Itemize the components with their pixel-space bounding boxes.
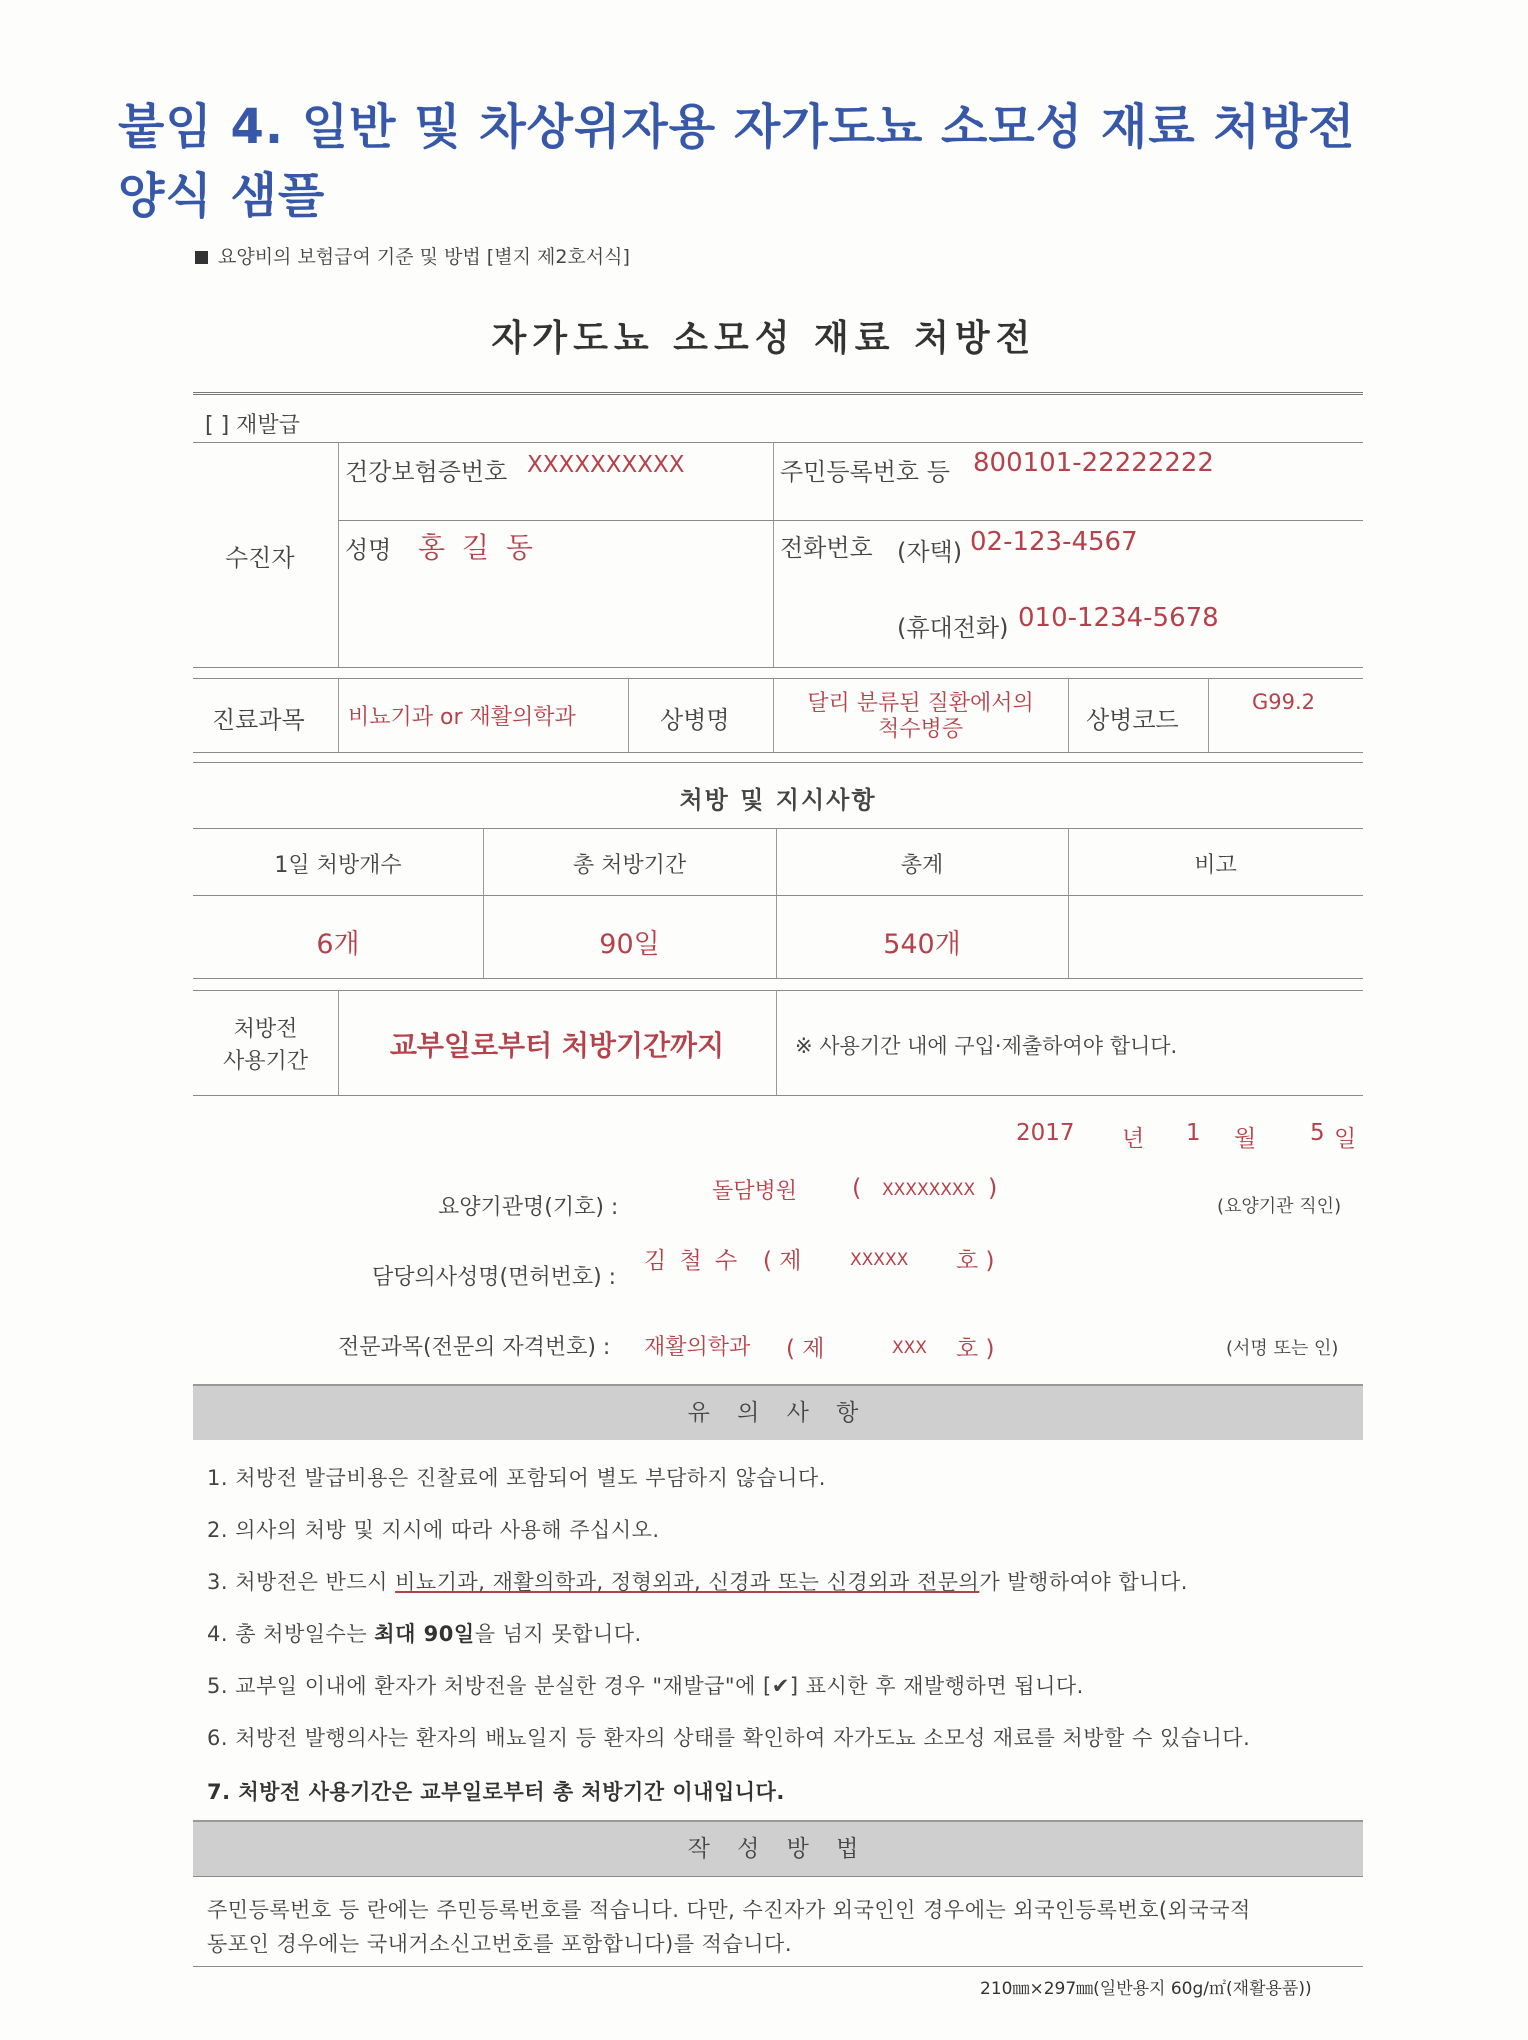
column-divider xyxy=(1068,678,1069,752)
column-divider xyxy=(628,678,629,752)
note-3-prefix: 3. 처방전은 반드시 xyxy=(207,1570,396,1594)
row-divider xyxy=(338,520,1363,521)
date-day-unit: 일 xyxy=(1334,1126,1357,1152)
row-divider xyxy=(193,752,1363,753)
total-period-value[interactable]: 90일 xyxy=(599,929,660,960)
column-divider xyxy=(338,678,339,752)
disease-name-value-line1[interactable]: 달리 분류된 질환에서의 xyxy=(807,691,1034,716)
department-label: 진료과목 xyxy=(212,706,305,734)
usage-period-note: ※ 사용기간 내에 구입·제출하여야 합니다. xyxy=(795,1034,1178,1058)
instructions-line-1: 주민등록번호 등 란에는 주민등록번호를 적습니다. 다만, 수진자가 외국인인 경우에는 외국인등록번호(외국국적 xyxy=(207,1898,1251,1922)
note-3 xyxy=(207,1566,1188,1596)
home-phone-label: (자택) xyxy=(897,538,963,566)
usage-period-label-line2: 사용기간 xyxy=(222,1049,308,1074)
note-7: 7. 처방전 사용기간은 교부일로부터 총 처방기간 이내입니다. xyxy=(207,1780,785,1804)
row-divider xyxy=(193,678,1363,679)
note-2: 2. 의사의 처방 및 지시에 따라 사용해 주십시오. xyxy=(207,1518,660,1542)
daily-count-header: 1일 처방개수 xyxy=(274,853,402,878)
document-title: 자가도뇨 소모성 재료 처방전 xyxy=(491,318,1037,359)
institution-code[interactable]: XXXXXXXX xyxy=(882,1180,976,1200)
institution-label: 요양기관명(기호) : xyxy=(438,1195,619,1220)
name-label: 성명 xyxy=(345,536,392,564)
column-divider xyxy=(1208,678,1209,752)
instructions-line-2: 동포인 경우에는 국내거소신고번호를 포함합니다)를 적습니다. xyxy=(207,1932,793,1956)
disease-code-value[interactable]: G99.2 xyxy=(1252,690,1316,714)
form-reference xyxy=(195,242,630,269)
column-divider xyxy=(773,678,774,752)
row-divider xyxy=(193,1095,1363,1096)
mobile-phone-value[interactable]: 010-1234-5678 xyxy=(1018,603,1219,633)
note-4-suffix: 을 넘지 못합니다. xyxy=(474,1622,642,1646)
column-divider xyxy=(776,990,777,1095)
disease-name-value-line2[interactable]: 척수병증 xyxy=(877,717,963,742)
form-reference-text: 요양비의 보험급여 기준 및 방법 [별지 제2호서식] xyxy=(218,246,630,268)
reissue-checkbox[interactable]: [ ] 재발급 xyxy=(205,413,300,438)
specialty-cert-post: 호 ) xyxy=(956,1336,995,1362)
square-bullet-icon xyxy=(195,251,208,264)
resident-number-value[interactable]: 800101-22222222 xyxy=(973,448,1214,478)
specialty-cert-pre: ( 제 xyxy=(786,1336,825,1362)
resident-number-label: 주민등록번호 등 xyxy=(780,458,950,486)
row-divider xyxy=(193,442,1363,443)
page-title: 붙임 4. 일반 및 차상위자용 자가도뇨 소모성 재료 처방전 양식 샘플 xyxy=(118,99,1356,224)
date-year-unit: 년 xyxy=(1122,1126,1145,1152)
row-divider xyxy=(193,978,1363,979)
note-5: 5. 교부일 이내에 환자가 처방전을 분실한 경우 "재발급"에 [✔] 표시한 후 재발행하면 됩니다. xyxy=(207,1674,1084,1698)
institution-code-open: ( xyxy=(852,1174,862,1202)
doctor-label: 담당의사성명(면허번호) : xyxy=(372,1265,617,1290)
row-divider xyxy=(193,667,1363,668)
remarks-header: 비고 xyxy=(1194,853,1237,878)
notes-header: 유 의 사 항 xyxy=(193,1384,1363,1440)
date-day[interactable]: 5 xyxy=(1310,1120,1325,1146)
note-4-prefix: 4. 총 처방일수는 xyxy=(207,1622,375,1646)
total-amount-header: 총계 xyxy=(900,853,944,878)
column-divider xyxy=(773,442,774,667)
table-top-border xyxy=(193,392,1363,395)
note-6: 6. 처방전 발행의사는 환자의 배뇨일지 등 환자의 상태를 확인하여 자가도뇨 소모성 재료를 처방할 수 있습니다. xyxy=(207,1726,1251,1750)
institution-name[interactable]: 돌담병원 xyxy=(712,1179,798,1204)
specialty-value[interactable]: 재활의학과 xyxy=(644,1335,751,1360)
row-divider xyxy=(193,895,1363,896)
row-divider xyxy=(193,1876,1363,1877)
doctor-license-post: 호 ) xyxy=(956,1248,995,1274)
patient-section-label: 수진자 xyxy=(225,544,295,572)
row-divider xyxy=(193,990,1363,991)
note-4 xyxy=(207,1618,642,1648)
row-divider xyxy=(193,828,1363,829)
doctor-name[interactable]: 김 철 수 xyxy=(644,1248,741,1274)
row-divider xyxy=(193,762,1363,763)
signature-note: (서명 또는 인) xyxy=(1226,1338,1339,1359)
date-month-unit: 월 xyxy=(1234,1126,1257,1152)
institution-seal-note: (요양기관 직인) xyxy=(1217,1196,1342,1217)
column-divider xyxy=(338,442,339,667)
daily-count-value[interactable]: 6개 xyxy=(316,929,360,960)
date-month[interactable]: 1 xyxy=(1186,1120,1201,1146)
specialty-label: 전문과목(전문의 자격번호) : xyxy=(338,1335,611,1360)
name-value[interactable]: 홍 길 동 xyxy=(418,531,537,564)
insurance-number-label: 건강보험증번호 xyxy=(345,458,508,486)
usage-period-value[interactable]: 교부일로부터 처방기간까지 xyxy=(389,1029,725,1062)
specialty-cert-number[interactable]: XXX xyxy=(892,1338,927,1358)
table-bottom-border xyxy=(193,1966,1363,1967)
paper-spec-footer: 210㎜×297㎜(일반용지 60g/㎡(재활용품)) xyxy=(980,1979,1312,1999)
prescription-header: 처방 및 지시사항 xyxy=(679,786,877,814)
note-4-max-days: 최대 90일 xyxy=(374,1622,475,1646)
note-3-specialties: 비뇨기과, 재활의학과, 정형외과, 신경과 또는 신경외과 전문의 xyxy=(395,1570,980,1594)
home-phone-value[interactable]: 02-123-4567 xyxy=(970,527,1138,557)
institution-code-close: ) xyxy=(988,1174,998,1202)
department-value[interactable]: 비뇨기과 or 재활의학과 xyxy=(348,705,576,730)
insurance-number-value[interactable]: XXXXXXXXXX xyxy=(527,452,685,478)
doctor-license-number[interactable]: XXXXX xyxy=(850,1250,909,1270)
disease-code-label: 상병코드 xyxy=(1086,706,1179,734)
usage-period-label-line1: 처방전 xyxy=(233,1017,298,1042)
doctor-license-pre: ( 제 xyxy=(763,1248,802,1274)
note-3-suffix: 가 발행하여야 합니다. xyxy=(979,1570,1188,1594)
disease-name-label: 상병명 xyxy=(660,706,730,734)
mobile-phone-label: (휴대전화) xyxy=(897,614,1009,642)
instructions-header: 작 성 방 법 xyxy=(193,1820,1363,1876)
note-1: 1. 처방전 발급비용은 진찰료에 포함되어 별도 부담하지 않습니다. xyxy=(207,1466,826,1490)
total-amount-value[interactable]: 540개 xyxy=(883,929,961,960)
total-period-header: 총 처방기간 xyxy=(572,853,687,878)
phone-label: 전화번호 xyxy=(780,534,873,562)
date-year[interactable]: 2017 xyxy=(1016,1120,1075,1146)
